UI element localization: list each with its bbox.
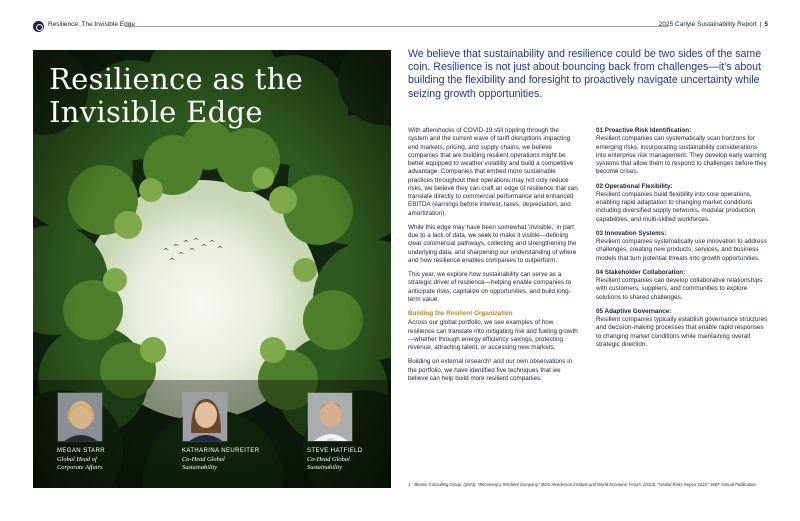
portrait-photo bbox=[182, 392, 228, 442]
carlyle-logo-icon bbox=[33, 21, 44, 32]
technique-heading: 04 Stakeholder Collaboration: bbox=[596, 268, 686, 276]
body-paragraph: With aftershocks of COVID-19 still rippling through the system and the current wave of tariff disruptions impacting end markets, pricing, and supply chains, we believe companies that are building resilient operations might be better equipped to weather volatility and build a competitive advantage. Companies that embed more sustainable practices throughout their operations may not only reduce risks, we believe they can craft an edge of resilience that can translate directly to commercial performance and enhanced EBITDA (earnings before interest, taxes, depreciation, and amortization). bbox=[408, 127, 578, 217]
section-subheading: Building the Resilient Organization bbox=[408, 310, 513, 317]
technique-heading: 02 Operational Flexibility: bbox=[596, 182, 673, 190]
hero-photo bbox=[33, 50, 391, 488]
technique-text: Resilient companies typically establish governance structures and decision-making processes that enable rapid responses to changing market conditions while maintaining overall strategic direction. bbox=[596, 316, 768, 348]
hero-title-line2: Invisible Edge bbox=[49, 95, 263, 129]
person-name: MEGAN STARR bbox=[57, 448, 105, 454]
footnote-text: Boston Consulting Group. (2023). "Becoming a Resilient Company." BCG Henderson Institute and World Economic Forum. (2023). "Global Risks Report 2023." WEF Annual Publication. bbox=[414, 482, 757, 487]
technique-item bbox=[596, 230, 768, 263]
header-rule bbox=[125, 26, 668, 27]
page-number: 5 bbox=[764, 21, 768, 28]
body-paragraph: This year, we explore how sustainability can serve as a strategic driver of resilience—helping enable companies to anticipate risks, capitalize on opportunities, and build long-term value. bbox=[408, 271, 572, 303]
body-column-left bbox=[408, 127, 578, 389]
body-column-right bbox=[596, 127, 768, 355]
person-name: KATHARINA NEUREITER bbox=[182, 448, 260, 454]
portrait-photo bbox=[307, 392, 353, 442]
intro-statement: We believe that sustainability and resilience could be two sides of the same coin. Resilience is not just about bouncing back from challenges—it's about building the flexibility and foresight to proactively navigate uncertainty while seizing growth opportunities. bbox=[408, 48, 762, 100]
header-separator: | bbox=[759, 21, 762, 28]
person-role: Co-Head Global Sustainability bbox=[182, 456, 225, 471]
body-paragraph: Across our global portfolio, we see examples of how resilience can translate into mitigating risk and fueling growth—whether through energy efficiency savings, protecting revenue, attracting talent, or accessing new markets. bbox=[408, 319, 578, 351]
technique-heading: 03 Innovation Systems: bbox=[596, 229, 667, 237]
person-card bbox=[307, 392, 391, 472]
footnote bbox=[408, 482, 778, 487]
portrait-photo bbox=[57, 392, 103, 442]
technique-text: Resilient companies can systematically scan horizons for emerging risks, incorporating sustainability considerations into enterprise risk management. They develop early warning systems that allow them to respond to challenges before they become crises. bbox=[596, 135, 767, 176]
technique-heading: 01 Proactive Risk Identification: bbox=[596, 127, 692, 134]
technique-text: Resilient companies can develop collaborative relationships with customers, suppliers, and communities to explore solutions to shared challenges. bbox=[596, 277, 763, 301]
technique-heading: 05 Adaptive Governance: bbox=[596, 307, 672, 315]
technique-text: Resilient companies systematically use innovation to address challenges, creating new products, services, and business models that turn potential threats into growth opportunities. bbox=[596, 238, 767, 262]
section-title: Resilience: The Invisible Edge bbox=[48, 21, 135, 28]
technique-item bbox=[596, 127, 768, 177]
technique-item bbox=[596, 269, 768, 302]
footnote-number: 1 bbox=[408, 482, 411, 487]
technique-item bbox=[596, 183, 768, 224]
report-title bbox=[659, 21, 768, 28]
person-card bbox=[182, 392, 292, 472]
page-header bbox=[33, 20, 768, 34]
technique-text: Resilient companies build flexibility into core operations, enabling rapid adaptation to changing market conditions including diversified supply networks, modular production capabilities, and multi-skilled workforces. bbox=[596, 190, 756, 223]
person-card bbox=[57, 392, 167, 472]
body-paragraph: While this edge may have been somewhat 'invisible,' in part due to a lack of data, we seek to make it visible—defining clear commercial pathways, collecting and strengthening the underlying data, and sharpening our understanding of where and how resilience enables companies to outperform. bbox=[408, 223, 577, 264]
hero-title bbox=[49, 63, 303, 129]
hero-title-line1: Resilience as the bbox=[49, 62, 304, 96]
technique-item bbox=[596, 308, 768, 349]
person-role: Co-Head Global Sustainability bbox=[307, 456, 350, 471]
person-role: Global Head of Corporate Affairs bbox=[57, 456, 103, 471]
person-name: STEVE HATFIELD bbox=[307, 448, 363, 454]
report-name: 2025 Carlyle Sustainability Report bbox=[658, 21, 757, 28]
body-paragraph: Building on external research¹ and our own observations in the portfolio, we have identified five techniques that we believe can help build more resilient companies: bbox=[408, 358, 573, 382]
